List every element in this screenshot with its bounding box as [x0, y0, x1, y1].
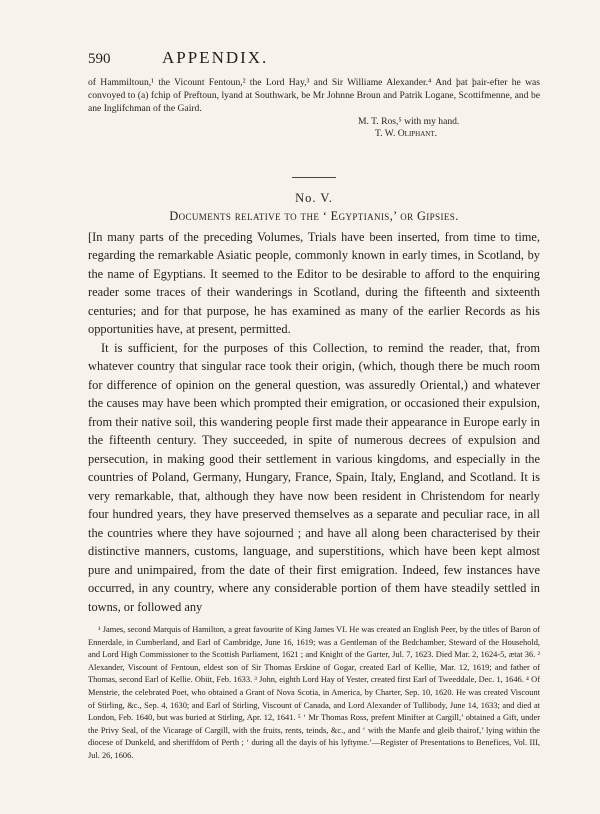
body-paragraph-1: [In many parts of the preceding Volumes, Trials have been inserted, from time to time, regarding the remarkable Asiatic people, commonly known in early times, in Scotland, by the name of Egyptians. It seemed to the Editor to be desirable to afford to the enquiring reader some traces of their wanderings in Scotland, during the fifteenth and sixteenth centuries; and for that purpose, he has examined as many of the earlier Records as his opportunities have, at present, permitted. — [88, 229, 540, 337]
signature-block — [88, 116, 540, 141]
section-title: Documents relative to the ‘ Egyptianis,’ or Gipsies. — [169, 208, 459, 223]
page-number: 590 — [88, 51, 111, 67]
lead-paragraph-block — [88, 76, 540, 116]
running-title: APPENDIX. — [162, 48, 269, 67]
running-header — [88, 48, 540, 70]
book-page — [88, 48, 540, 763]
footnote-text: ¹ James, second Marquis of Hamilton, a great favourite of King James VI. He was created an English Peer, by the titles of Baron of Ennerdale, in Cumberland, and Earl of Cambridge, June 16, 1619; was a Gentleman of the Bedchamber, Steward of the Household, and Lord High Commissioner to the Scottish Parliament, 1621 ; and Knight of the Garter, Jul. 7, 1623. Died Mar. 2, 1624-5, ætat 36. ² Alexander, Viscount of Fentoun, eldest son of Sir Thomas Erskine of Gogar, created Earl of Kellie, Mar. 12, 1619; and father of Thomas, second Earl of Kellie. Obiit, Feb. 1633. ³ John, eighth Lord Hay of Yester, created first Earl of Tweeddale, Dec. 1, 1646. ⁴ Of Menstrie, the celebrated Poet, who obtained a Grant of Nova Scotia, in America, by Charter, Sep. 10, 1620. He was created Viscount of Stirling, &c., Sep. 4, 1630; and Earl of Stirling, Viscount of Canada, and Lord Alexander of Tullibody, June 14, 1633; and died at London, Feb. 1640, but was buried at Stirling, Apr. 12, 1641. ⁵ ‘ Mr Thomas Ross, prefent Minifter at Cargill,’ obtained a Gift, under the Privy Seal, of the Vicarage of Cargill, with the fruits, rents, teinds, &c., and ‘ with the Manfe and gleib thairof,’ lying within the diocese of Dunkeld, and sheriffdom of Perth ; ‘ during all the dayis of his lyftyme.’—Register of Presentations to Benefices, Vol. III, Jul. 26, 1606. — [88, 625, 540, 761]
section-divider — [292, 177, 336, 178]
lead-paragraph: of Hammiltoun,¹ the Vicount Fentoun,² the Lord Hay,³ and Sir Williame Alexander.⁴ And þat þair-efter he was convoyed to (a) fchip of Preftoun, lyand at Southwark, be Mr Johnne Broun and Patrik Logane, Scottifmenne, and be ane Inglifchman of the Gaird. — [88, 77, 540, 115]
body-paragraph-2: It is sufficient, for the purposes of this Collection, to remind the reader, that, from whatever country that singular race took their origin, (which, though there be much room for difference of opinion on the general question, was assuredly Oriental,) and whatever the causes may have been which prompted their emigration, or occasioned their expulsion, from their native soil, this wandering people first made their appearance in Europe early in the fifteenth century. They succeeded, in spite of numerous decrees of expulsion and persecution, in making good their settlement in various kingdoms, and especially in the countries of Poland, Germany, Hungary, France, Spain, Italy, England, and Scotland. It is very remarkable, that, although they have now been resident in Christendom for nearly four hundred years, they have preserved themselves as a separate and peculiar race, in all the countries where they have sojourned ; and have all along been characterised by their distinctive manners, customs, language, and superstitions, which have been kept almost pure and unimpaired, from the date of their first emigration. Indeed, few instances have occurred, in any country, where any considerable portion of them have steadily settled in towns, or followed any — [88, 340, 540, 614]
section-number: No. V. — [295, 190, 333, 205]
signature-line: M. T. Ros,⁵ with my hand. — [358, 115, 460, 127]
signature-name: T. W. Oliphant. — [375, 128, 438, 140]
main-text — [88, 228, 540, 617]
footnotes — [88, 624, 540, 763]
